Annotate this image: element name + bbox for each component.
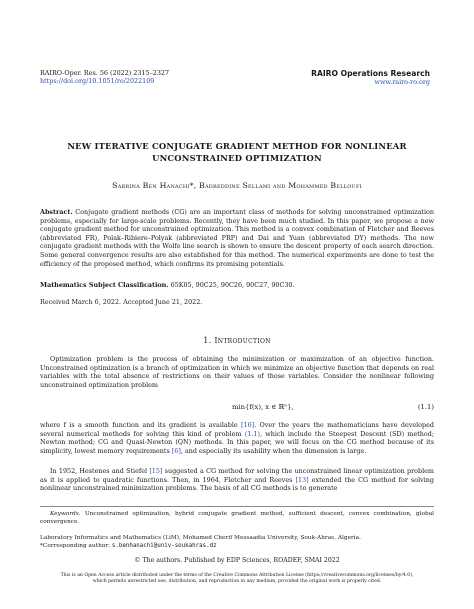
- intro-paragraph-3: [40, 467, 434, 493]
- section-number: 1.: [203, 336, 212, 345]
- received-dates: Received March 6, 2022. Accepted June 21, 2022.: [40, 298, 203, 306]
- equation-reference-link[interactable]: (1.1): [244, 429, 260, 438]
- journal-reference: RAIRO-Oper. Res. 56 (2022) 2315–2327: [40, 69, 170, 77]
- journal-name: RAIRO Operations Research: [311, 69, 430, 78]
- keywords: [40, 511, 434, 526]
- corresponding-label: *Corresponding author:: [40, 542, 111, 549]
- section-title: Introduction: [214, 336, 271, 345]
- p3-text-b: suggested a CG method for solving the unconstrained linear optimization problem as it is applied to quadratic functions. Then, in 1964, Fletcher and Reeves: [40, 467, 434, 484]
- corresponding-author: [40, 543, 434, 551]
- abstract-label: Abstract.: [40, 208, 73, 216]
- keywords-text: Unconstrained optimization, hybrid conjugate gradient method, sufficient descent, convex combination, global convergence.: [40, 511, 435, 525]
- paper-authors: Sabrina Ben Hanachi*, Badreddine Sellami and Mohammed Belloufi: [112, 181, 362, 190]
- paper-title-line-1: NEW ITERATIVE CONJUGATE GRADIENT METHOD FOR NONLINEAR: [67, 141, 407, 151]
- p3-text-c: extended the CG method for solving nonlinear unconstrained minimization problems. The basis of all CG methods is to generate: [40, 475, 435, 493]
- license-line-2: which permits unrestricted use, distribution, and reproduction in any medium, provided the original work is properly cited.: [92, 579, 382, 584]
- intro-paragraph-2: [40, 421, 434, 455]
- equation-formula: min{f(x), x ∈ ℝⁿ},: [232, 403, 294, 411]
- affiliation-block: [40, 535, 434, 550]
- p2-text-c: , which include the Steepest Descent (SD) method; Newton method; CG and Quasi-Newton (QN) methods. In this paper, we will focus on the CG method because of its simplicity, lowest memory requirements: [40, 429, 434, 455]
- msc-codes: 65K05, 90C25, 90C26, 90C27, 90C30.: [170, 281, 295, 289]
- doi-link[interactable]: https://doi.org/10.1051/ro/2022109: [40, 77, 155, 86]
- p2-text-a: where f is a smooth function and its gradient is available: [40, 421, 242, 429]
- affiliation: Laboratory Informatics and Mathematics (LiM), Mohamed Cherif Messaadia University, Souk-Ahras, Algeria.: [40, 535, 361, 541]
- footnote-divider: [40, 506, 434, 507]
- paper-title: [30, 140, 444, 164]
- citation-link[interactable]: [6]: [171, 446, 181, 455]
- keywords-label: Keywords.: [50, 511, 81, 517]
- abstract: [40, 208, 434, 268]
- intro-paragraph-1: Optimization problem is the process of obtaining the minimization or maximization of an objective function. Unconstrained optimization is a branch of optimization in which we minimize an objective function that depends on real variables with the total absence of restrictions on their values of those variables. Consider the nonlinear following unconstrained optimization problem: [40, 355, 434, 389]
- p3-text-a: In 1952, Hestenes and Stiefel: [50, 467, 150, 475]
- citation-link[interactable]: [15]: [149, 467, 163, 475]
- paper-title-line-2: UNCONSTRAINED OPTIMIZATION: [152, 153, 322, 163]
- msc-label: Mathematics Subject Classification.: [40, 281, 169, 289]
- license-line-1: This is an Open Access article distributed under the terms of the Creative Commons Attribution License (https://creativecommons.org/licenses/by/4.0),: [60, 573, 414, 578]
- author-email[interactable]: s.benhanachi@univ-soukahras.dz: [111, 542, 217, 549]
- citation-link[interactable]: [16]: [241, 421, 255, 429]
- subject-classification: [40, 281, 434, 289]
- journal-url-link[interactable]: www.rairo-ro.org: [374, 78, 430, 86]
- abstract-text: Conjugate gradient methods (CG) are an important class of methods for solving unconstrained optimization problems, especially for large-scale problems. Recently, they have been much studied. In this paper, we propose a new conjugate gradient method for unconstrained optimization. This method is a convex combination of Fletcher and Reeves (abbreviated FR), Polak–Ribiere–Polyak (abbreviated PRP) and Dai and Yuan (abbreviated DY) methods. The new conjugate gradient methods with the Wolfe line search is shown to ensure the descent property of each search direction. Some general convergence results are also established for this method. The numerical experiments are done to test the efficiency of the proposed method, which confirms its promising potentials.: [40, 208, 434, 268]
- equation-number: (1.1): [417, 403, 434, 411]
- journal-header-left: [40, 69, 169, 85]
- section-heading: [30, 336, 444, 345]
- license-notice: [30, 573, 444, 585]
- copyright-notice: © The authors. Published by EDP Sciences, ROADEF, SMAI 2022: [134, 557, 340, 564]
- p2-text-b: . Over the years the mathematicians have developed several numerical methods for solving this kind of problem: [40, 421, 434, 438]
- journal-header-right: [311, 69, 430, 86]
- p2-text-d: , and especially its usability when the dimension is large.: [180, 446, 367, 455]
- citation-link[interactable]: [13]: [295, 475, 309, 484]
